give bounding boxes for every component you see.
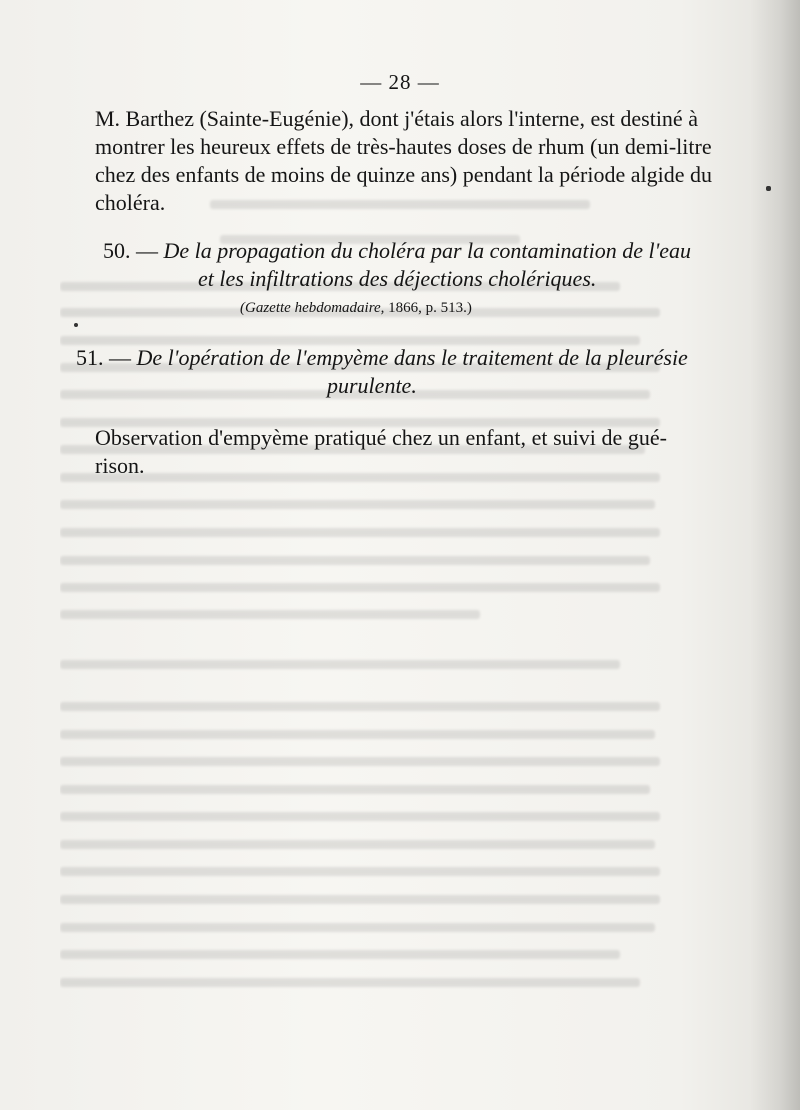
source-journal: (Gazette hebdomadaire, — [240, 300, 385, 316]
ink-speck — [74, 323, 78, 327]
entry-51-title — [76, 344, 688, 372]
entry-50-source — [240, 300, 472, 317]
entry-title-text: De l'opération de l'empyème dans le traitement de la pleurésie — [136, 345, 688, 370]
page-number: — 28 — — [360, 70, 440, 94]
paragraph-barthez — [95, 105, 712, 217]
text-line: Observation d'empyème pratiqué chez un enfant, et suivi de gué- — [95, 425, 667, 450]
entry-dash: — — [136, 238, 158, 263]
entry-dash: — — [109, 345, 131, 370]
ink-speck — [766, 186, 771, 191]
text-line: rison. — [95, 453, 145, 478]
entry-number: 50. — [103, 238, 131, 263]
source-reference: 1866, p. 513.) — [388, 300, 472, 316]
text-line: choléra. — [95, 190, 166, 215]
entry-50-title — [103, 237, 692, 265]
entry-title-text: et les infiltrations des déjections cholériques. — [198, 266, 597, 291]
text-line: chez des enfants de moins de quinze ans) pendant la période algide du — [95, 162, 712, 187]
entry-51-title-line2 — [327, 372, 417, 400]
entry-number: 51. — [76, 345, 104, 370]
entry-title-text: purulente. — [327, 373, 417, 398]
page-edge-shadow — [750, 0, 800, 1110]
text-line: M. Barthez (Sainte-Eugénie), dont j'étais alors l'interne, est destiné à — [95, 106, 698, 131]
text-line: montrer les heureux effets de très-hautes doses de rhum (un demi-litre — [95, 134, 712, 159]
entry-title-text: De la propagation du choléra par la contamination de l'eau — [163, 238, 692, 263]
entry-50-title-line2 — [198, 265, 596, 293]
paragraph-observation — [95, 424, 667, 480]
